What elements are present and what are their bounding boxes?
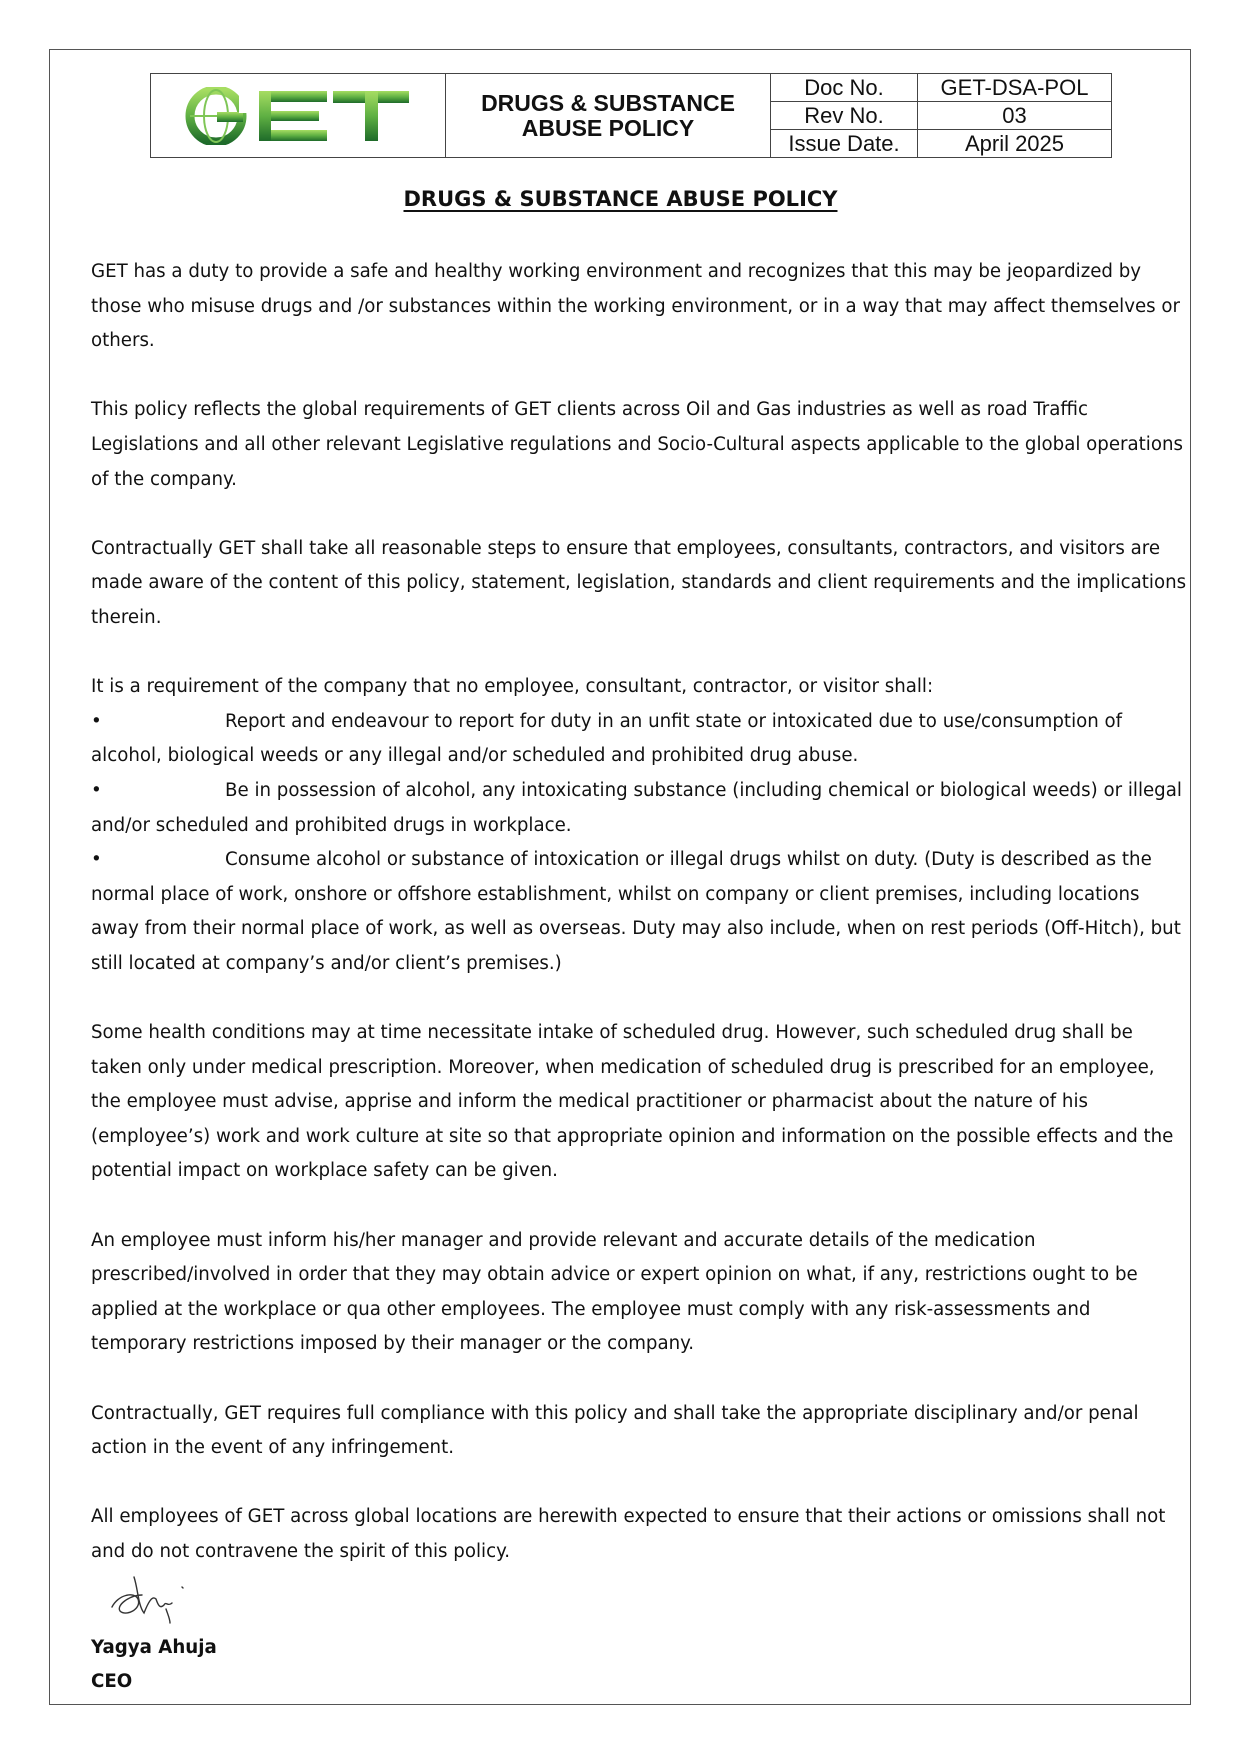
bullet-text: Report and endeavour to report for duty in an unfit state or intoxicated due to use/consumption of alcohol, biological weeds or any illegal and/or scheduled and prohibited drug abuse. [91,710,1123,767]
document-heading: DRUGS & SUBSTANCE ABUSE POLICY [403,187,838,211]
paragraph-inform-manager: An employee must inform his/her manager and provide relevant and accurate details of the medication prescribed/involved in order that they may obtain advice or expert opinion on what, if any, restrictions ought to be applied at the workplace or qua other employees. The employee must comply with any risk-assessments and temporary restrictions imposed by their manager or the company. [91,1229,1138,1355]
bullet-item [91,843,1189,981]
bullet-text: Be in possession of alcohol, any intoxicating substance (including chemical or biological weeds) or illegal and/or scheduled and prohibited drugs in workplace. [91,779,1182,836]
paragraph-awareness: Contractually GET shall take all reasonable steps to ensure that employees, consultants, contractors, and visitors are made aware of the content of this policy, statement, legislation, standards and client requirements and the implications therein. [91,537,1187,628]
signatory-block [91,1631,217,1699]
document-header-table [150,73,1112,158]
signature-image [104,1565,194,1625]
paragraph-duty: GET has a duty to provide a safe and healthy working environment and recognizes that this may be jeopardized by those who misuse drugs and /or substances within the working environment, or in a way that may affect themselves or others. [91,261,1181,352]
bullet-text: Consume alcohol or substance of intoxication or illegal drugs whilst on duty. (Duty is described as the normal place of work, onshore or offshore establishment, whilst on company or client premises, including locations away from their normal place of work, as well as overseas. Duty may also include, when on rest periods (Off-Hitch), but still located at company’s and/or client’s premises.) [91,849,1181,974]
bullet-symbol: • [91,710,102,732]
paragraph-all-employees: All employees of GET across global locations are herewith expected to ensure that their actions or omissions shall not and do not contravene the spirit of this policy. [91,1506,1166,1562]
get-logo [183,87,413,145]
rev-no-label: Rev No. [771,102,918,130]
paragraph-health-conditions: Some health conditions may at time necessitate intake of scheduled drug. However, such scheduled drug shall be taken only under medical prescription. Moreover, when medication of scheduled drug is prescribed for an employee, the employee must advise, apprise and inform the medical practitioner or pharmacist about the nature of his (employee’s) work and work culture at site so that appropriate opinion and information on the possible effects and the potential impact on workplace safety can be given. [91,1022,1174,1182]
rev-no-value: 03 [918,102,1112,130]
bullet-item [91,705,1189,774]
bullet-symbol: • [91,779,102,801]
paragraph-requirement-intro: It is a requirement of the company that no employee, consultant, contractor, or visitor shall: [91,676,934,698]
bullet-item [91,774,1189,843]
paragraph-compliance: Contractually, GET requires full compliance with this policy and shall take the appropriate disciplinary and/or penal action in the event of any infringement. [91,1402,1139,1459]
header-title: DRUGS & SUBSTANCE ABUSE POLICY [446,74,771,158]
issue-date-value: April 2025 [918,130,1112,158]
policy-body [91,255,1189,1604]
globe-icon [190,90,249,142]
signatory-name: Yagya Ahuja [91,1637,217,1658]
bullet-symbol: • [91,849,102,871]
logo-cell [151,74,446,158]
doc-no-label: Doc No. [771,74,918,102]
signatory-title: CEO [91,1671,133,1692]
issue-date-label: Issue Date. [771,130,918,158]
doc-no-value: GET-DSA-POL [918,74,1112,102]
logo-letters [259,91,409,141]
paragraph-global-requirements: This policy reflects the global requirements of GET clients across Oil and Gas industries as well as road Traffic Legislations and all other relevant Legislative regulations and Socio-Cultural aspects applicable to the global operations of the company. [91,399,1183,490]
